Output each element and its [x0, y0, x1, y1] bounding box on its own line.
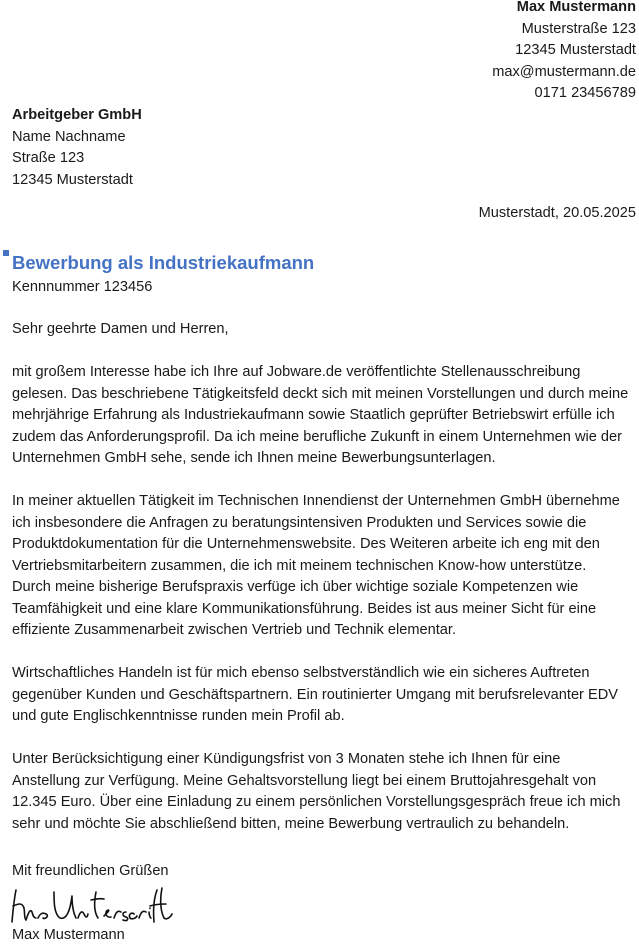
salutation: Sehr geehrte Damen und Herren, [12, 321, 229, 337]
paragraph-line: und gute Englischkenntnisse runden mein Profil ab. [12, 708, 345, 724]
recipient-city: 12345 Musterstadt [12, 171, 133, 188]
paragraph [12, 362, 639, 470]
paragraph-line: Unter Berücksichtigung einer Kündigungsfrist von 3 Monaten stehe ich Ihnen für eine [12, 751, 561, 767]
paragraph [12, 663, 639, 728]
closing: Mit freundlichen Grüßen [12, 863, 169, 879]
paragraph-line: Vertriebsmitarbeitern zusammen, die ich mit meinem technischen Know-how unterstütze. [12, 557, 587, 574]
accent-marker [3, 250, 9, 256]
paragraph-line: Teamfähigkeit und eine klare Kommunikationsführung. Beides ist aus meiner Sicht für eine [12, 600, 597, 617]
sender-street: Musterstraße 123 [521, 20, 636, 37]
paragraph-line: gegenüber Kunden und Geschäftspartnern. Ein routinierter Umgang mit berufsrelevanter EDV [12, 686, 618, 703]
recipient-block [12, 105, 142, 191]
subject-block [12, 250, 632, 299]
paragraph [12, 491, 639, 642]
paragraph-line: Wirtschaftliches Handeln ist für mich ebenso selbstverständlich wie ein sicheres Auftreten [12, 665, 590, 681]
reference-number: Kennnummer 123456 [12, 279, 153, 295]
sender-name: Max Mustermann [516, 0, 636, 15]
paragraph-line: ich insbesondere die Anfragen zu beratungsintensiven Produkten und Services sowie die [12, 514, 587, 531]
signer-name: Max Mustermann [12, 927, 125, 943]
recipient-contact: Name Nachname [12, 128, 126, 145]
paragraph-line: mehrjährige Erfahrung als Industriekaufmann sowie Staatlich geprüfter Betriebswirt erfülle ich [12, 407, 615, 423]
paragraph-line: gelesen. Das beschriebene Tätigkeitsfeld deckt sich mit meinen Vorstellungen und durch meine [12, 385, 629, 402]
sender-email: max@mustermann.de [492, 63, 636, 80]
sender-block [492, 0, 636, 105]
subject-title: Bewerbung als Industriekaufmann [12, 252, 315, 273]
paragraph-line: Produktdokumentation für die Unternehmenswebsite. Des Weiteren arbeite ich eng mit den [12, 536, 600, 552]
paragraph-line: 12.345 Euro. Über eine Einladung zu einem persönlichen Vorstellungsgespräch freue ich mich [12, 794, 621, 810]
paragraph-line: Durch meine bisherige Berufspraxis verfüge ich über wichtige soziale Kompetenzen wie [12, 579, 579, 595]
paragraph-line: zudem das Anforderungsprofil. Da ich meine berufliche Zukunft in einem Unternehmen wie der [12, 428, 623, 445]
paragraph-line: Unternehmen GmbH sehe, sende ich Ihnen meine Bewerbungsunterlagen. [12, 450, 496, 466]
sender-phone: 0171 23456789 [534, 85, 636, 101]
recipient-street: Straße 123 [12, 150, 85, 166]
letter-body [12, 319, 639, 857]
paragraph-line: sehr und möchte Sie abschließend bitten, meine Bewerbung vertraulich zu behandeln. [12, 815, 570, 832]
sender-city: 12345 Musterstadt [515, 42, 636, 58]
paragraph-line: Anstellung zur Verfügung. Meine Gehaltsvorstellung liegt bei einem Bruttojahresgehalt von [12, 772, 597, 789]
signature-image [10, 884, 175, 926]
recipient-company: Arbeitgeber GmbH [12, 107, 142, 123]
paragraph [12, 749, 639, 835]
paragraph-line: In meiner aktuellen Tätigkeit im Technischen Innendienst der Unternehmen GmbH übernehme [12, 493, 620, 509]
letter-date: Musterstadt, 20.05.2025 [478, 205, 636, 221]
paragraph-line: effiziente Zusammenarbeit zwischen Vertrieb und Technik elementar. [12, 622, 456, 638]
paragraph-line: mit großem Interesse habe ich Ihre auf Jobware.de veröffentlichte Stellenausschreibung [12, 364, 581, 380]
